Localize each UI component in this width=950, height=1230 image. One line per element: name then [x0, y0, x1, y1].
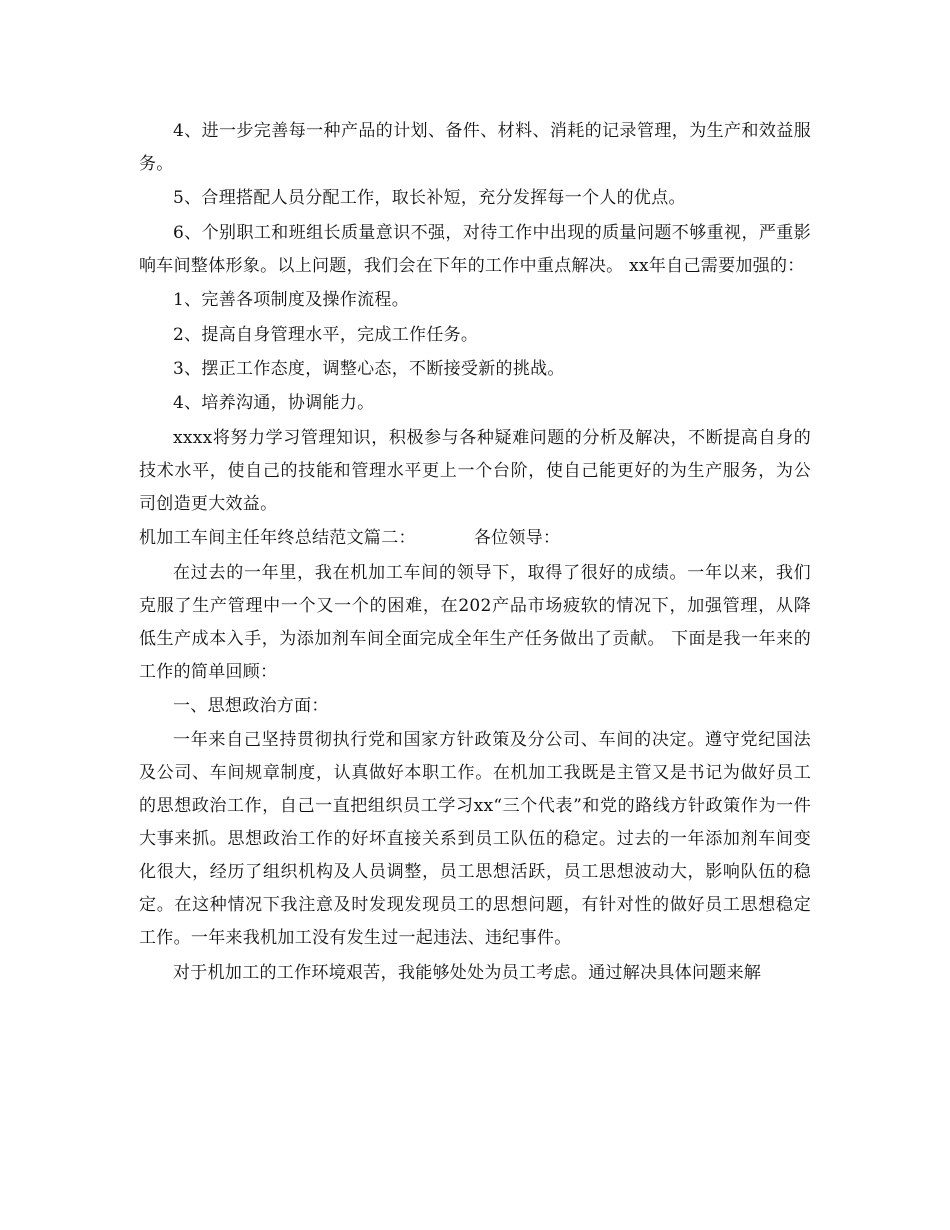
- section-subheading: 一、思想政治方面：: [173, 695, 329, 716]
- paragraph: 一年来自己坚持贯彻执行党和国家方针政策及分公司、车间的决定。遵守党纪国法及公司、车间规章制度，认真做好本职工作。在机加工我既是主管又是书记为做好员工的思想政治工作，自己一直把组织员工学习xx“三个代表”和党的路线方针政策作为一件大事来抓。思想政治工作的好坏直接关系到员工队伍的稳定。过去的一年添加剂车间变化很大，经历了组织机构及人员调整，员工思想活跃，员工思想波动大，影响队伍的稳定。在这种情况下我注意及时发现发现员工的思想问题，有针对性的做好员工思想稳定工作。一年来我机加工没有发生过一起违法、违纪事件。: [139, 730, 811, 949]
- greeting: 各位领导：: [473, 528, 561, 549]
- paragraph: 2、提高自身管理水平，完成工作任务。: [173, 324, 479, 345]
- paragraph: 5、合理搭配人员分配工作，取长补短，充分发挥每一个人的优点。: [173, 188, 686, 209]
- paragraph: 3、摆正工作态度，调整心态，不断接受新的挑战。: [173, 358, 565, 379]
- paragraph: 4、进一步完善每一种产品的计划、备件、材料、消耗的记录管理，为生产和效益服务。: [139, 121, 811, 174]
- paragraph: 4、培养沟通，协调能力。: [173, 393, 375, 414]
- paragraph: 在过去的一年里，我在机加工车间的领导下，取得了很好的成绩。一年以来，我们克服了生产管理中一个又一个的困难，在202产品市场疲软的情况下，加强管理，从降低生产成本入手，为添加剂车间全面完成全年生产任务做出了贡献。 下面是我一年来的工作的简单回顾：: [139, 562, 811, 682]
- section-heading-line: [139, 522, 811, 555]
- paragraph: xxxx将努力学习管理知识，积极参与各种疑难问题的分析及解决，不断提高自身的技术水平，使自己的技能和管理水平更上一个台阶，使自己能更好的为生产服务，为公司创造更大效益。: [139, 427, 811, 514]
- paragraph: 1、完善各项制度及操作流程。: [173, 290, 410, 311]
- paragraph: 对于机加工的工作环境艰苦，我能够处处为员工考虑。通过解决具体问题来解: [173, 962, 762, 983]
- section-title: 机加工车间主任年终总结范文篇二：: [139, 528, 416, 549]
- document-body: [139, 115, 811, 991]
- paragraph: 6、个别职工和班组长质量意识不强，对待工作中出现的质量问题不够重视，严重影响车间整体形象。以上问题，我们会在下年的工作中重点解决。 xx年自己需要加强的：: [139, 222, 811, 276]
